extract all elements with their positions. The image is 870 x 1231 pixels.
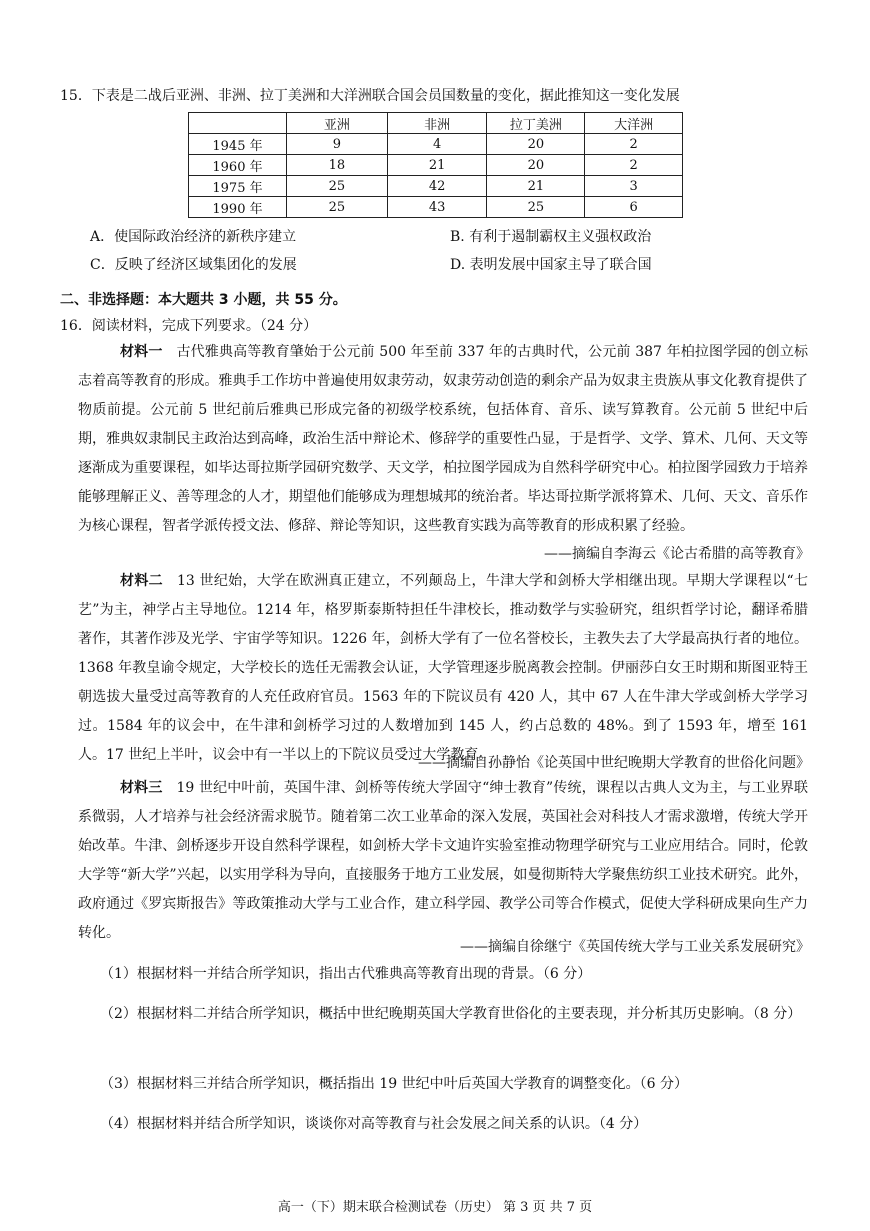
table-cell: 2 xyxy=(585,134,683,155)
table-cell: 1945 年 xyxy=(189,134,287,155)
un-members-table xyxy=(188,112,683,218)
table-header-cell: 亚洲 xyxy=(287,113,388,134)
material-1-lead: 材料一 xyxy=(120,344,163,360)
q16-sub1: （1）根据材料一并结合所学知识，指出古代雅典高等教育出现的背景。（6 分） xyxy=(100,966,592,982)
table-cell: 1990 年 xyxy=(189,197,287,218)
material-2 xyxy=(78,567,808,770)
material-2-lead: 材料二 xyxy=(120,573,163,589)
material-1-text: 古代雅典高等教育肇始于公元前 500 年至前 337 年的古典时代，公元前 387 年柏拉图学园的创立标志着高等教育的形成。雅典手工作坊中普遍使用奴隶劳动，奴隶劳动创造的剩余产品为奴隶主贵族从事文化教育提供了物质前提。公元前 5 世纪前后雅典已形成完备的初级学校系统，包括体育、音乐、读写算教育。公元前 5 世纪中后期，雅典奴隶制民主政治达到高峰，政治生活中辩论术、修辞学的重要性凸显，于是哲学、文学、算术、几何、天文等逐渐成为重要课程，如毕达哥拉斯学园研究数学、天文学，柏拉图学园成为自然科学研究中心。柏拉图学园致力于培养能够理解正义、善等理念的人才，期望他们能够成为理想城邦的统治者。毕达哥拉斯学派将算术、几何、天文、音乐作为核心课程，智者学派传授文法、修辞、辩论等知识，这些教育实践为高等教育的形成积累了经验。 xyxy=(78,344,808,534)
q16-stem: 16．阅读材料，完成下列要求。（24 分） xyxy=(60,318,318,334)
table-cell: 25 xyxy=(487,197,585,218)
table-cell: 21 xyxy=(387,155,487,176)
table-cell: 6 xyxy=(585,197,683,218)
q15-option-b: B. 有利于遏制霸权主义强权政治 xyxy=(450,229,652,245)
table-cell: 4 xyxy=(387,134,487,155)
table-row xyxy=(189,155,683,176)
table-cell: 3 xyxy=(585,176,683,197)
table-header-cell: 大洋洲 xyxy=(585,113,683,134)
q15-stem: 15．下表是二战后亚洲、非洲、拉丁美洲和大洋洲联合国会员国数量的变化，据此推知这一变化发展 xyxy=(60,88,680,104)
table-cell: 43 xyxy=(387,197,487,218)
table-header-cell xyxy=(189,113,287,134)
section2-heading: 二、非选择题：本大题共 3 小题，共 55 分。 xyxy=(60,292,347,308)
table-cell: 18 xyxy=(287,155,388,176)
material-3 xyxy=(78,774,808,948)
table-row xyxy=(189,197,683,218)
table-cell: 1975 年 xyxy=(189,176,287,197)
table-cell: 21 xyxy=(487,176,585,197)
q15-option-c: C．反映了经济区域集团化的发展 xyxy=(90,257,297,273)
q16-sub3: （3）根据材料三并结合所学知识，概括指出 19 世纪中叶后英国大学教育的调整变化。（6 分） xyxy=(100,1076,688,1092)
table-header-row xyxy=(189,113,683,134)
table-header-cell: 非洲 xyxy=(387,113,487,134)
table-cell: 9 xyxy=(287,134,388,155)
q16-sub4: （4）根据材料并结合所学知识，谈谈你对高等教育与社会发展之间关系的认识。（4 分） xyxy=(100,1116,648,1132)
material-1-source: ——摘编自李海云《论古希腊的高等教育》 xyxy=(544,546,810,562)
material-3-text: 19 世纪中叶前，英国牛津、剑桥等传统大学固守“绅士教育”传统，课程以古典人文为主，与工业界联系微弱，人才培养与社会经济需求脱节。随着第二次工业革命的深入发展，英国社会对科技人才需求激增，传统大学开始改革。牛津、剑桥逐步开设自然科学课程，如剑桥大学卡文迪许实验室推动物理学研究与工业应用结合。同时，伦敦大学等“新大学”兴起，以实用学科为导向，直接服务于地方工业发展，如曼彻斯特大学聚焦纺织工业技术研究。此外，政府通过《罗宾斯报告》等政策推动大学与工业合作，建立科学园、教学公司等合作模式，促使大学科研成果向生产力转化。 xyxy=(78,780,809,941)
q16-sub2: （2）根据材料二并结合所学知识，概括中世纪晚期英国大学教育世俗化的主要表现，并分析其历史影响。（8 分） xyxy=(100,1006,802,1022)
page-footer: 高一（下）期末联合检测试卷（历史） 第 3 页 共 7 页 xyxy=(277,1200,593,1215)
table-cell: 2 xyxy=(585,155,683,176)
table-row xyxy=(189,134,683,155)
table-cell: 42 xyxy=(387,176,487,197)
q15-option-d: D. 表明发展中国家主导了联合国 xyxy=(450,257,652,273)
table-row xyxy=(189,176,683,197)
q15-option-a: A．使国际政治经济的新秩序建立 xyxy=(90,229,297,245)
table-cell: 1960 年 xyxy=(189,155,287,176)
material-3-lead: 材料三 xyxy=(120,780,163,796)
table-cell: 25 xyxy=(287,197,388,218)
table-cell: 25 xyxy=(287,176,388,197)
table-cell: 20 xyxy=(487,134,585,155)
table-header-cell: 拉丁美洲 xyxy=(487,113,585,134)
material-1 xyxy=(78,338,808,541)
material-3-source: ——摘编自徐继宁《英国传统大学与工业关系发展研究》 xyxy=(460,939,810,955)
material-2-text: 13 世纪始，大学在欧洲真正建立，不列颠岛上，牛津大学和剑桥大学相继出现。早期大学课程以“七艺”为主，神学占主导地位。1214 年，格罗斯泰斯特担任牛津校长，推动数学与实验研究，组织哲学讨论，翻译希腊著作，其著作涉及光学、宇宙学等知识。1226 年，剑桥大学有了一位名誉校长，主教失去了大学最高执行者的地位。1368 年教皇谕令规定，大学校长的选任无需教会认证，大学管理逐步脱离教会控制。伊丽莎白女王时期和斯图亚特王朝选拔大量受过高等教育的人充任政府官员。1563 年的下院议员有 420 人，其中 67 人在牛津大学或剑桥大学学习过。1584 年的议会中，在牛津和剑桥学习过的人数增加到 145 人，约占总数的 48%。到了 1593 年，增至 161 人。17 世纪上半叶，议会中有一半以上的下院议员受过大学教育。 xyxy=(78,573,808,763)
material-2-source: ——摘编自孙静怡《论英国中世纪晚期大学教育的世俗化问题》 xyxy=(418,755,810,771)
table-cell: 20 xyxy=(487,155,585,176)
